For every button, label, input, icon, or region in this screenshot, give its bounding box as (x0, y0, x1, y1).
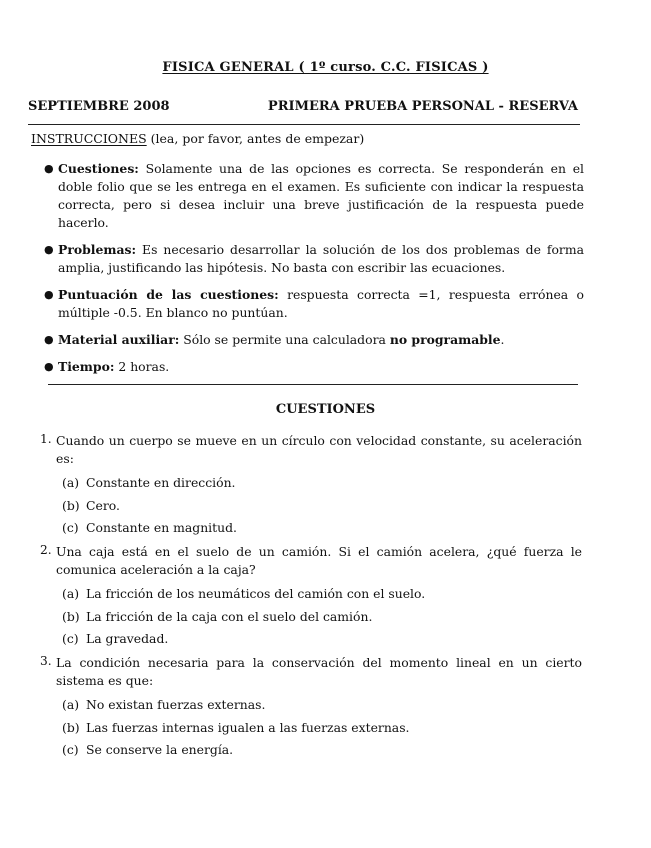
option-label: (c) (62, 520, 79, 535)
option-text: La fricción de la caja con el suelo del camión. (86, 608, 373, 624)
question-text: Una caja está en el suelo de un camión. Si el camión acelera, ¿qué fuerza le comunica aceleración a la caja? (56, 544, 582, 577)
option-label: (a) (62, 586, 80, 601)
section-divider (48, 384, 578, 385)
instruction-item-cuestiones (44, 160, 584, 232)
top-divider (28, 124, 580, 125)
question-number: 3. (40, 654, 52, 668)
questions-list (36, 432, 582, 765)
instruction-label: Cuestiones: (58, 161, 139, 176)
option-item (62, 585, 582, 603)
instruction-text: Sólo se permite una calculadora (179, 332, 390, 347)
option-label: (b) (62, 497, 80, 513)
instructions-list (44, 160, 584, 385)
exam-name: PRIMERA PRUEBA PERSONAL - RESERVA (267, 99, 578, 114)
exam-subheader (28, 99, 578, 115)
question-number: 1. (40, 432, 52, 446)
option-label: (b) (62, 719, 80, 735)
option-text: No existan fuerzas externas. (86, 697, 266, 712)
instructions-note: (lea, por favor, antes de empezar) (146, 131, 365, 146)
instruction-emphasis: no programable (389, 332, 501, 347)
option-text: Las fuerzas internas igualen a las fuerzas externas. (86, 719, 410, 735)
option-item (62, 719, 582, 737)
option-text: Constante en magnitud. (86, 520, 237, 535)
option-label: (b) (62, 608, 80, 624)
instructions-label: INSTRUCCIONES (31, 131, 147, 146)
bullet-icon: ● (44, 360, 54, 373)
option-text: La gravedad. (86, 631, 169, 646)
instruction-tail: . (500, 332, 505, 347)
instruction-text: 2 horas. (114, 359, 170, 374)
instruction-item-puntuacion (44, 286, 584, 322)
bullet-icon: ● (44, 243, 54, 256)
option-item (62, 608, 582, 626)
options-list (56, 474, 582, 537)
option-text: Cero. (86, 497, 120, 513)
instruction-label: Puntuación de las cuestiones: (58, 287, 279, 302)
options-list (56, 696, 582, 759)
instruction-text: respuesta correcta =1, respuesta errónea o múltiple -0.5. En blanco no puntúan. (58, 287, 584, 320)
option-item (62, 630, 582, 648)
instruction-item-material (44, 331, 584, 349)
option-item (62, 696, 582, 714)
option-label: (c) (62, 631, 79, 646)
question-item (36, 654, 582, 759)
option-label: (c) (62, 742, 79, 757)
option-text: La fricción de los neumáticos del camión con el suelo. (86, 586, 426, 601)
instruction-text: Solamente una de las opciones es correcta. Se responderán en el doble folio que se les entrega en el examen. Es suficiente con indicar la respuesta correcta, pero si desea incluir una breve justificación de la respuesta puede hacerlo. (58, 161, 584, 230)
option-item (62, 519, 582, 537)
bullet-icon: ● (44, 288, 54, 301)
instructions-heading (31, 131, 364, 146)
instruction-item-tiempo (44, 358, 584, 376)
bullet-icon: ● (44, 333, 54, 346)
bullet-icon: ● (44, 162, 54, 175)
exam-date: SEPTIEMBRE 2008 (28, 99, 170, 114)
option-label: (a) (62, 475, 80, 490)
options-list (56, 585, 582, 648)
instruction-label: Tiempo: (58, 359, 115, 374)
question-item (36, 432, 582, 537)
page-title: FISICA GENERAL ( 1º curso. C.C. FISICAS ) (162, 60, 489, 75)
question-number: 2. (40, 543, 52, 557)
question-text: La condición necesaria para la conservación del momento lineal en un cierto sistema es que: (56, 655, 582, 688)
option-text: Constante en dirección. (86, 475, 236, 490)
option-text: Se conserve la energía. (86, 742, 234, 757)
instruction-item-problemas (44, 241, 584, 277)
question-item (36, 543, 582, 648)
option-item (62, 497, 582, 515)
option-label: (a) (62, 697, 80, 712)
instruction-label: Problemas: (58, 242, 137, 257)
instruction-text: Es necesario desarrollar la solución de los dos problemas de forma amplia, justificando las hipótesis. No basta con escribir las ecuaciones. (58, 242, 584, 275)
option-item (62, 741, 582, 759)
section-title: CUESTIONES (275, 402, 376, 417)
option-item (62, 474, 582, 492)
question-text: Cuando un cuerpo se mueve en un círculo con velocidad constante, su aceleración es: (56, 433, 582, 466)
instruction-label: Material auxiliar: (58, 332, 180, 347)
